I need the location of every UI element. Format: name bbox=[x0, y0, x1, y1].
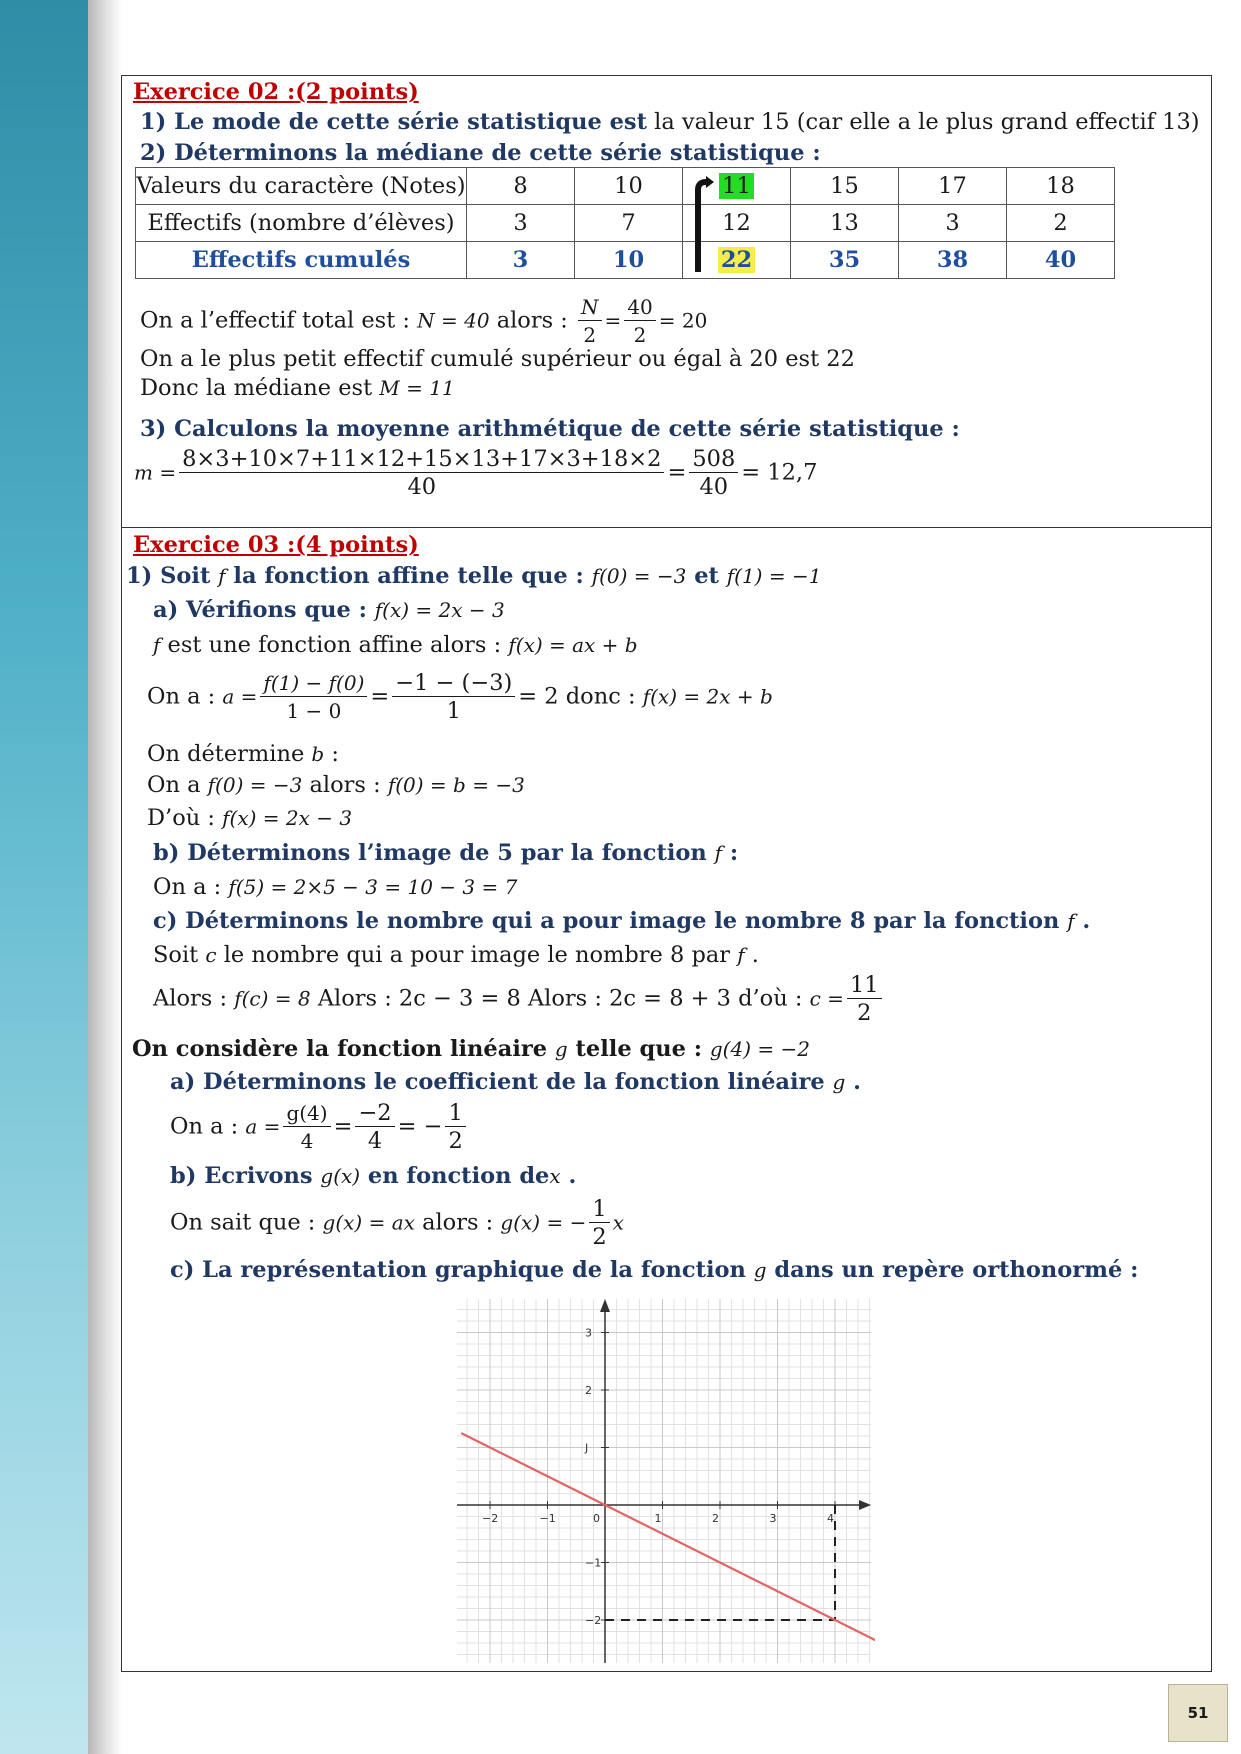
frac-den: 2 bbox=[448, 1128, 463, 1154]
y-axis-arrow-icon bbox=[600, 1299, 610, 1312]
ex3-qb-calc bbox=[153, 873, 517, 901]
ex3-dou bbox=[147, 804, 352, 832]
x-tick-label: 2 bbox=[712, 1512, 719, 1525]
linear-function-graph bbox=[455, 1295, 875, 1665]
frac-den: 2 bbox=[857, 1000, 872, 1026]
math: f(0) = b = −3 bbox=[387, 773, 525, 797]
x-tick-label: 3 bbox=[769, 1512, 777, 1525]
fraction bbox=[283, 1100, 330, 1155]
text: alors : bbox=[302, 772, 388, 798]
ex2-mean-formula: m = $\frac{8\times 3+10\times 7+11\times 12+15\times 13+17\times 3+18\times 2}{40}$ = $\frac{508}{40}$ = 12,7 bbox=[134, 446, 818, 500]
text: On a bbox=[147, 772, 208, 798]
table-row bbox=[136, 205, 1115, 242]
table-row-label: Valeurs du caractère (Notes) bbox=[136, 168, 467, 205]
math: f(c) = 8 bbox=[234, 986, 311, 1011]
table-cell: 3 bbox=[467, 242, 575, 279]
table-row-label: Effectifs cumulés bbox=[136, 242, 467, 279]
table-cell: 35 bbox=[791, 242, 899, 279]
function-line bbox=[461, 1433, 875, 1640]
math: g(x) bbox=[320, 1164, 361, 1188]
text: On a : bbox=[170, 1113, 246, 1140]
ex3-la-calc: On a : a = $\frac{g(4)}{4}$ = $\frac{-2}{4}$ = − $\frac{1}{2}$ bbox=[170, 1100, 469, 1155]
table-cell: 2 bbox=[1007, 205, 1115, 242]
text: telle que : bbox=[567, 1036, 710, 1062]
text: b) Déterminons l’image de 5 par la fonction bbox=[153, 840, 715, 866]
y-tick-label: −1 bbox=[585, 1556, 602, 1570]
exercise-divider bbox=[121, 527, 1212, 528]
ex2-q2: 2) Déterminons la médiane de cette série statistique : bbox=[140, 140, 821, 166]
text: Alors : 2c − 3 = 8 Alors : 2c = 8 + 3 d’où : bbox=[310, 985, 810, 1012]
text: Soit bbox=[153, 942, 206, 968]
table-cell: 8 bbox=[467, 168, 575, 205]
text: est une fonction affine alors : bbox=[160, 632, 509, 658]
ex3-determine-b: On détermine b : bbox=[147, 741, 339, 767]
ex3-f0 bbox=[147, 771, 525, 799]
table-row bbox=[136, 242, 1115, 279]
x-tick-label: −2 bbox=[482, 1512, 499, 1525]
math: a = bbox=[245, 1114, 281, 1139]
math: a = bbox=[222, 684, 258, 709]
frac-num: −2 bbox=[355, 1100, 394, 1127]
table-cell: 3 bbox=[467, 205, 575, 242]
text: c) Déterminons le nombre qui a pour image le nombre 8 par la fonction bbox=[153, 908, 1068, 934]
table-row-label: Effectifs (nombre d’élèves) bbox=[136, 205, 467, 242]
text: c) La représentation graphique de la fonction bbox=[170, 1257, 754, 1283]
frac-den: 40 bbox=[699, 474, 729, 500]
math: f(x) = ax + b bbox=[508, 633, 638, 657]
table-cell: 38 bbox=[899, 242, 1007, 279]
ex3-soit-c: Soit c le nombre qui a pour image le nombre 8 par f . bbox=[153, 942, 759, 968]
text: On a l’effectif total est : bbox=[140, 307, 418, 334]
frac-num: 1 bbox=[445, 1100, 465, 1127]
decorative-sidebar bbox=[0, 0, 88, 1754]
ex2-q3: 3) Calculons la moyenne arithmétique de cette série statistique : bbox=[140, 416, 960, 442]
text: a) Déterminons le coefficient de la fonction linéaire bbox=[170, 1069, 833, 1095]
math: f(0) = −3 bbox=[207, 773, 303, 797]
fraction bbox=[179, 446, 664, 501]
frac-den: 4 bbox=[300, 1129, 314, 1153]
text: en fonction de bbox=[360, 1163, 550, 1189]
math: f(0) = −3 bbox=[591, 564, 687, 588]
text: dans un repère orthonormé : bbox=[766, 1257, 1139, 1283]
stats-table bbox=[135, 167, 1115, 279]
math: M = 11 bbox=[379, 376, 455, 400]
table-cell: 3 bbox=[899, 205, 1007, 242]
fraction bbox=[355, 1100, 394, 1155]
ex2-plus-petit: On a le plus petit effectif cumulé supérieur ou égal à 20 est 22 bbox=[140, 346, 855, 372]
frac-num: 40 bbox=[624, 294, 655, 321]
table-cell: 7 bbox=[575, 205, 683, 242]
fraction bbox=[392, 670, 515, 725]
text: donc : bbox=[558, 683, 643, 710]
math: f(x) = 2x − 3 bbox=[374, 598, 505, 622]
ex3-lb: b) Ecrivons g(x) en fonction dex . bbox=[170, 1163, 577, 1189]
fraction bbox=[589, 1196, 609, 1251]
frac-den: 2 bbox=[592, 1224, 607, 1250]
text: D’où : bbox=[147, 805, 223, 831]
table-cell: 15 bbox=[791, 168, 899, 205]
x-tick-label: 0 bbox=[593, 1512, 600, 1525]
math: c = bbox=[809, 986, 844, 1011]
text: b) Ecrivons bbox=[170, 1163, 321, 1189]
frac-den: 40 bbox=[407, 474, 437, 500]
frac-den: 2 bbox=[583, 323, 597, 347]
frac-den: 4 bbox=[367, 1128, 383, 1154]
median-value-highlight: 11 bbox=[719, 173, 754, 199]
math: g(x) = − bbox=[500, 1210, 587, 1235]
fraction bbox=[578, 294, 602, 349]
table-cell: 10 bbox=[575, 168, 683, 205]
text: Alors : bbox=[153, 985, 235, 1012]
x-tick-label: −1 bbox=[539, 1512, 556, 1525]
frac-num: 11 bbox=[847, 972, 882, 999]
frac-den: 2 bbox=[633, 323, 647, 347]
ex3-lc: c) La représentation graphique de la fonction g dans un repère orthonormé : bbox=[170, 1257, 1139, 1283]
ex2-q1-bold: 1) Le mode de cette série statistique est bbox=[140, 109, 647, 135]
frac-num: N bbox=[578, 294, 602, 321]
text: et bbox=[686, 563, 727, 589]
y-tick-label: 2 bbox=[585, 1384, 592, 1397]
fraction bbox=[689, 446, 738, 501]
ex3-linear-title: On considère la fonction linéaire g telle que : g(4) = −2 bbox=[132, 1036, 810, 1062]
ex3-qc: c) Déterminons le nombre qui a pour image le nombre 8 par la fonction f . bbox=[153, 908, 1091, 934]
ex3-q1: 1) Soit f la fonction affine telle que : f(0) = −3 et f(1) = −1 bbox=[126, 563, 822, 589]
x-tick-label: 1 bbox=[654, 1512, 662, 1525]
fraction bbox=[260, 670, 367, 725]
cumulative-highlight: 22 bbox=[718, 247, 755, 273]
ex3-affine: f est une fonction affine alors : f(x) = ax + b bbox=[153, 632, 638, 658]
ex3-la: a) Déterminons le coefficient de la fonction linéaire g . bbox=[170, 1069, 862, 1095]
frac-num: 1 bbox=[589, 1196, 609, 1223]
x-tick-label: 4 bbox=[827, 1512, 834, 1525]
text: le nombre qui a pour image le nombre 8 par bbox=[216, 942, 738, 968]
ex3-title: Exercice 03 :(4 points) bbox=[133, 532, 419, 558]
frac-num: 8×3+10×7+11×12+15×13+17×3+18×2 bbox=[179, 446, 664, 473]
math: = 2 bbox=[518, 683, 559, 710]
fraction bbox=[624, 294, 655, 349]
sidebar-shadow bbox=[88, 0, 122, 1754]
text: Donc la médiane est bbox=[140, 375, 380, 401]
text: On détermine bbox=[147, 741, 312, 767]
math: f(x) = 2x + b bbox=[642, 684, 773, 709]
table-cell: 40 bbox=[1007, 242, 1115, 279]
ex2-total-line: On a l’effectif total est : N = 40 alors : $\frac{N}{2}$ = $\frac{40}{2}$ = 20 bbox=[140, 295, 708, 347]
table-cell: 18 bbox=[1007, 168, 1115, 205]
fraction bbox=[847, 972, 882, 1027]
median-arrow-icon bbox=[692, 176, 714, 276]
text: a) Vérifions que : bbox=[153, 597, 375, 623]
frac-den: 1 − 0 bbox=[286, 699, 342, 723]
frac-den: 1 bbox=[446, 698, 461, 724]
math: = 20 bbox=[658, 308, 708, 333]
text: On considère la fonction linéaire bbox=[132, 1036, 555, 1062]
text: On sait que : bbox=[170, 1209, 323, 1236]
text: alors : bbox=[414, 1209, 501, 1236]
text: la fonction affine telle que : bbox=[225, 563, 592, 589]
ex3-qb: b) Déterminons l’image de 5 par la fonction f : bbox=[153, 840, 739, 866]
math: f(x) = 2x − 3 bbox=[222, 806, 353, 830]
page-number: 51 bbox=[1168, 1684, 1228, 1742]
y-tick-label: 3 bbox=[585, 1326, 592, 1340]
math: g(x) = ax bbox=[322, 1210, 415, 1235]
ex3-lb-calc: On sait que : g(x) = ax alors : g(x) = − $\frac{1}{2}$ x bbox=[170, 1196, 624, 1250]
frac-num: g(4) bbox=[283, 1100, 330, 1127]
table-cell: 13 bbox=[791, 205, 899, 242]
math: f(1) = −1 bbox=[726, 564, 822, 588]
ex2-q1 bbox=[140, 108, 1200, 136]
math: = − bbox=[397, 1113, 443, 1140]
ex2-q1-rest: la valeur 15 (car elle a le plus grand effectif 13) bbox=[646, 109, 1200, 135]
math: m = bbox=[134, 460, 177, 485]
table-cell: 10 bbox=[575, 242, 683, 279]
ex3-alors-c bbox=[153, 972, 885, 1027]
frac-num: 508 bbox=[689, 446, 738, 473]
math: = 12,7 bbox=[741, 459, 818, 486]
math: f(5) = 2×5 − 3 = 10 − 3 = 7 bbox=[228, 875, 518, 899]
y-tick-label: J bbox=[585, 1441, 589, 1455]
table-cell: 17 bbox=[899, 168, 1007, 205]
math: N = 40 bbox=[417, 308, 490, 333]
fraction bbox=[445, 1100, 465, 1155]
frac-num: f(1) − f(0) bbox=[260, 670, 367, 697]
table-row bbox=[136, 168, 1115, 205]
ex3-qa bbox=[153, 596, 505, 624]
text: On a : bbox=[153, 874, 229, 900]
text: alors : bbox=[489, 307, 576, 334]
ex3-calc-a: On a : a = $\frac{f(1) - f(0)}{1 - 0}$ = $\frac{-1 - (-3)}{1}$ = 2 donc : f(x) = 2x + b bbox=[147, 670, 773, 724]
math: g(4) = −2 bbox=[709, 1037, 810, 1061]
text: 1) Soit bbox=[126, 563, 219, 589]
table-cell: 12 bbox=[683, 205, 791, 242]
ex2-title: Exercice 02 :(2 points) bbox=[133, 79, 419, 105]
y-tick-label: −2 bbox=[585, 1614, 602, 1627]
ex2-donc bbox=[140, 374, 455, 402]
frac-num: −1 − (−3) bbox=[392, 670, 515, 697]
text: On a : bbox=[147, 683, 223, 710]
